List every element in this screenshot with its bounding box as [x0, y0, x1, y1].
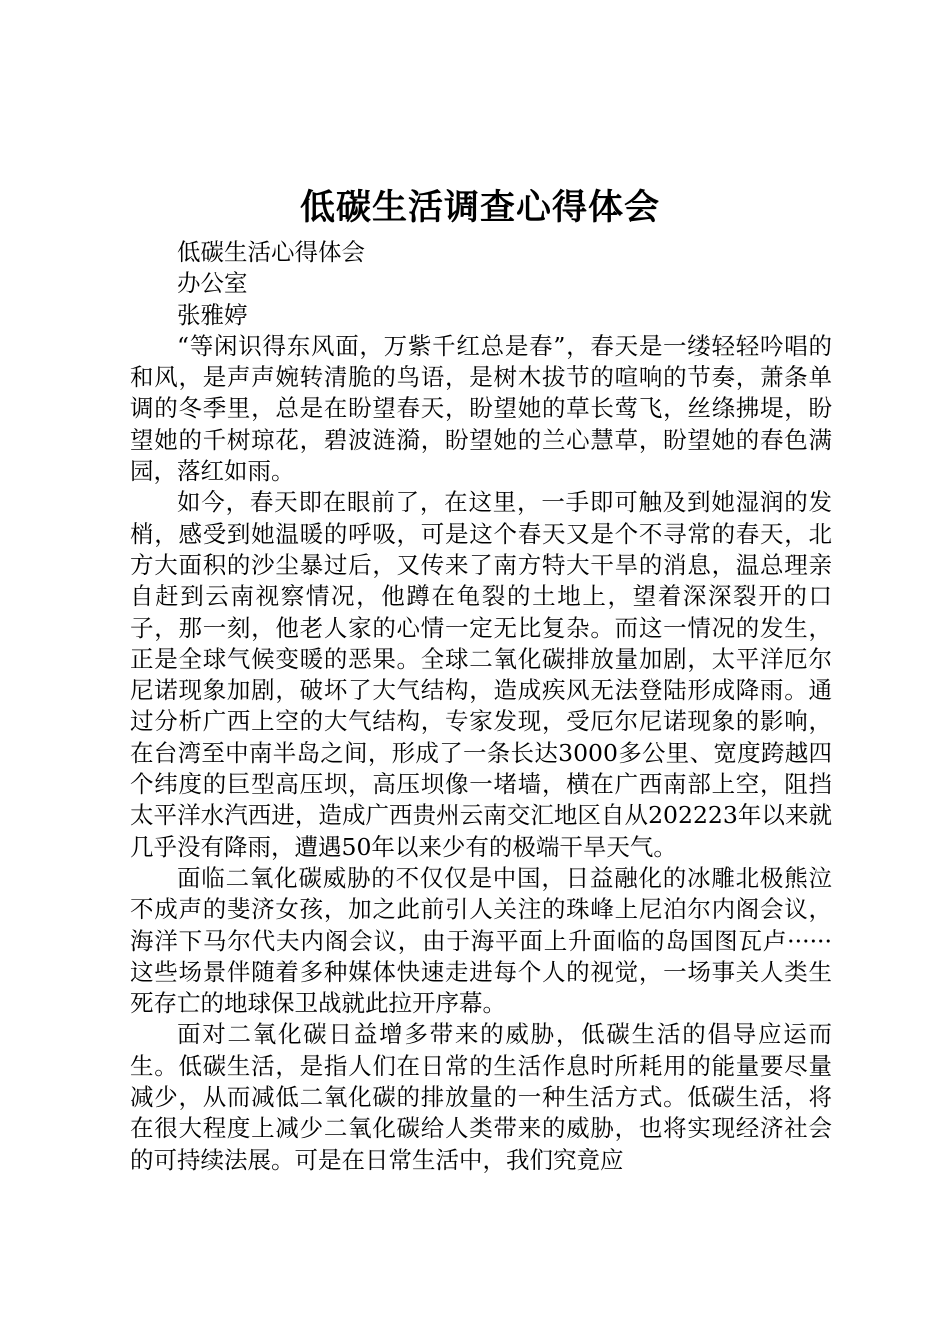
document-title: 低碳生活调查心得体会: [299, 187, 660, 228]
author: 张雅婷: [177, 300, 248, 329]
paragraph: “等闲识得东风面，万紫千红总是春”，春天是一缕轻轻吟唱的和风，是声声婉转清脆的鸟语，是树木拔节的喧响的节奏，萧条单调的冬季里，总是在盼望春天，盼望她的草长莺飞，丝绦拂堤，盼望她的千树琼花，碧波涟漪，盼望她的兰心慧草，盼望她的春色满园，落红如雨。: [130, 331, 832, 486]
paragraph: 如今，春天即在眼前了，在这里，一手即可触及到她湿润的发梢，感受到她温暖的呼吸，可是这个春天又是个不寻常的春天，北方大面积的沙尘暴过后，又传来了南方特大干旱的消息，温总理亲自赶到云南视察情况，他蹲在龟裂的土地上，望着深深裂开的口子，那一刻，他老人家的心情一定无比复杂。而这一情况的发生，正是全球气候变暖的恶果。全球二氧化碳排放量加剧，太平洋厄尔尼诺现象加剧，破坏了大气结构，造成疾风无法登陆形成降雨。通过分析广西上空的大气结构，专家发现，受厄尔尼诺现象的影响，在台湾至中南半岛之间，形成了一条长达3000多公里、宽度跨越四个纬度的巨型高压坝，高压坝像一堵墙，横在广西南部上空，阻挡太平洋水汽西进，造成广西贵州云南交汇地区自从202223年以来就几乎没有降雨，遭遇50年以来少有的极端干旱天气。: [130, 488, 832, 861]
subtitle: 低碳生活心得体会: [177, 238, 365, 266]
paragraph: 面对二氧化碳日益增多带来的威胁，低碳生活的倡导应运而生。低碳生活，是指人们在日常的生活作息时所耗用的能量要尽量减少，从而减低二氧化碳的排放量的一种生活方式。低碳生活，将在很大程度上减少二氧化碳给人类带来的威胁，也将实现经济社会的可持续法展。可是在日常生活中，我们究竟应: [130, 1020, 832, 1174]
paragraph: 面临二氧化碳威胁的不仅仅是中国，日益融化的冰雕北极熊泣不成声的斐济女孩，加之此前引人关注的珠峰上尼泊尔内阁会议，海洋下马尔代夫内阁会议，由于海平面上升面临的岛国图瓦卢······这些场景伴随着多种媒体快速走进每个人的视觉，一场事关人类生死存亡的地球保卫战就此拉开序幕。: [130, 863, 832, 1018]
department: 办公室: [177, 269, 248, 298]
document-body: [130, 237, 832, 1176]
